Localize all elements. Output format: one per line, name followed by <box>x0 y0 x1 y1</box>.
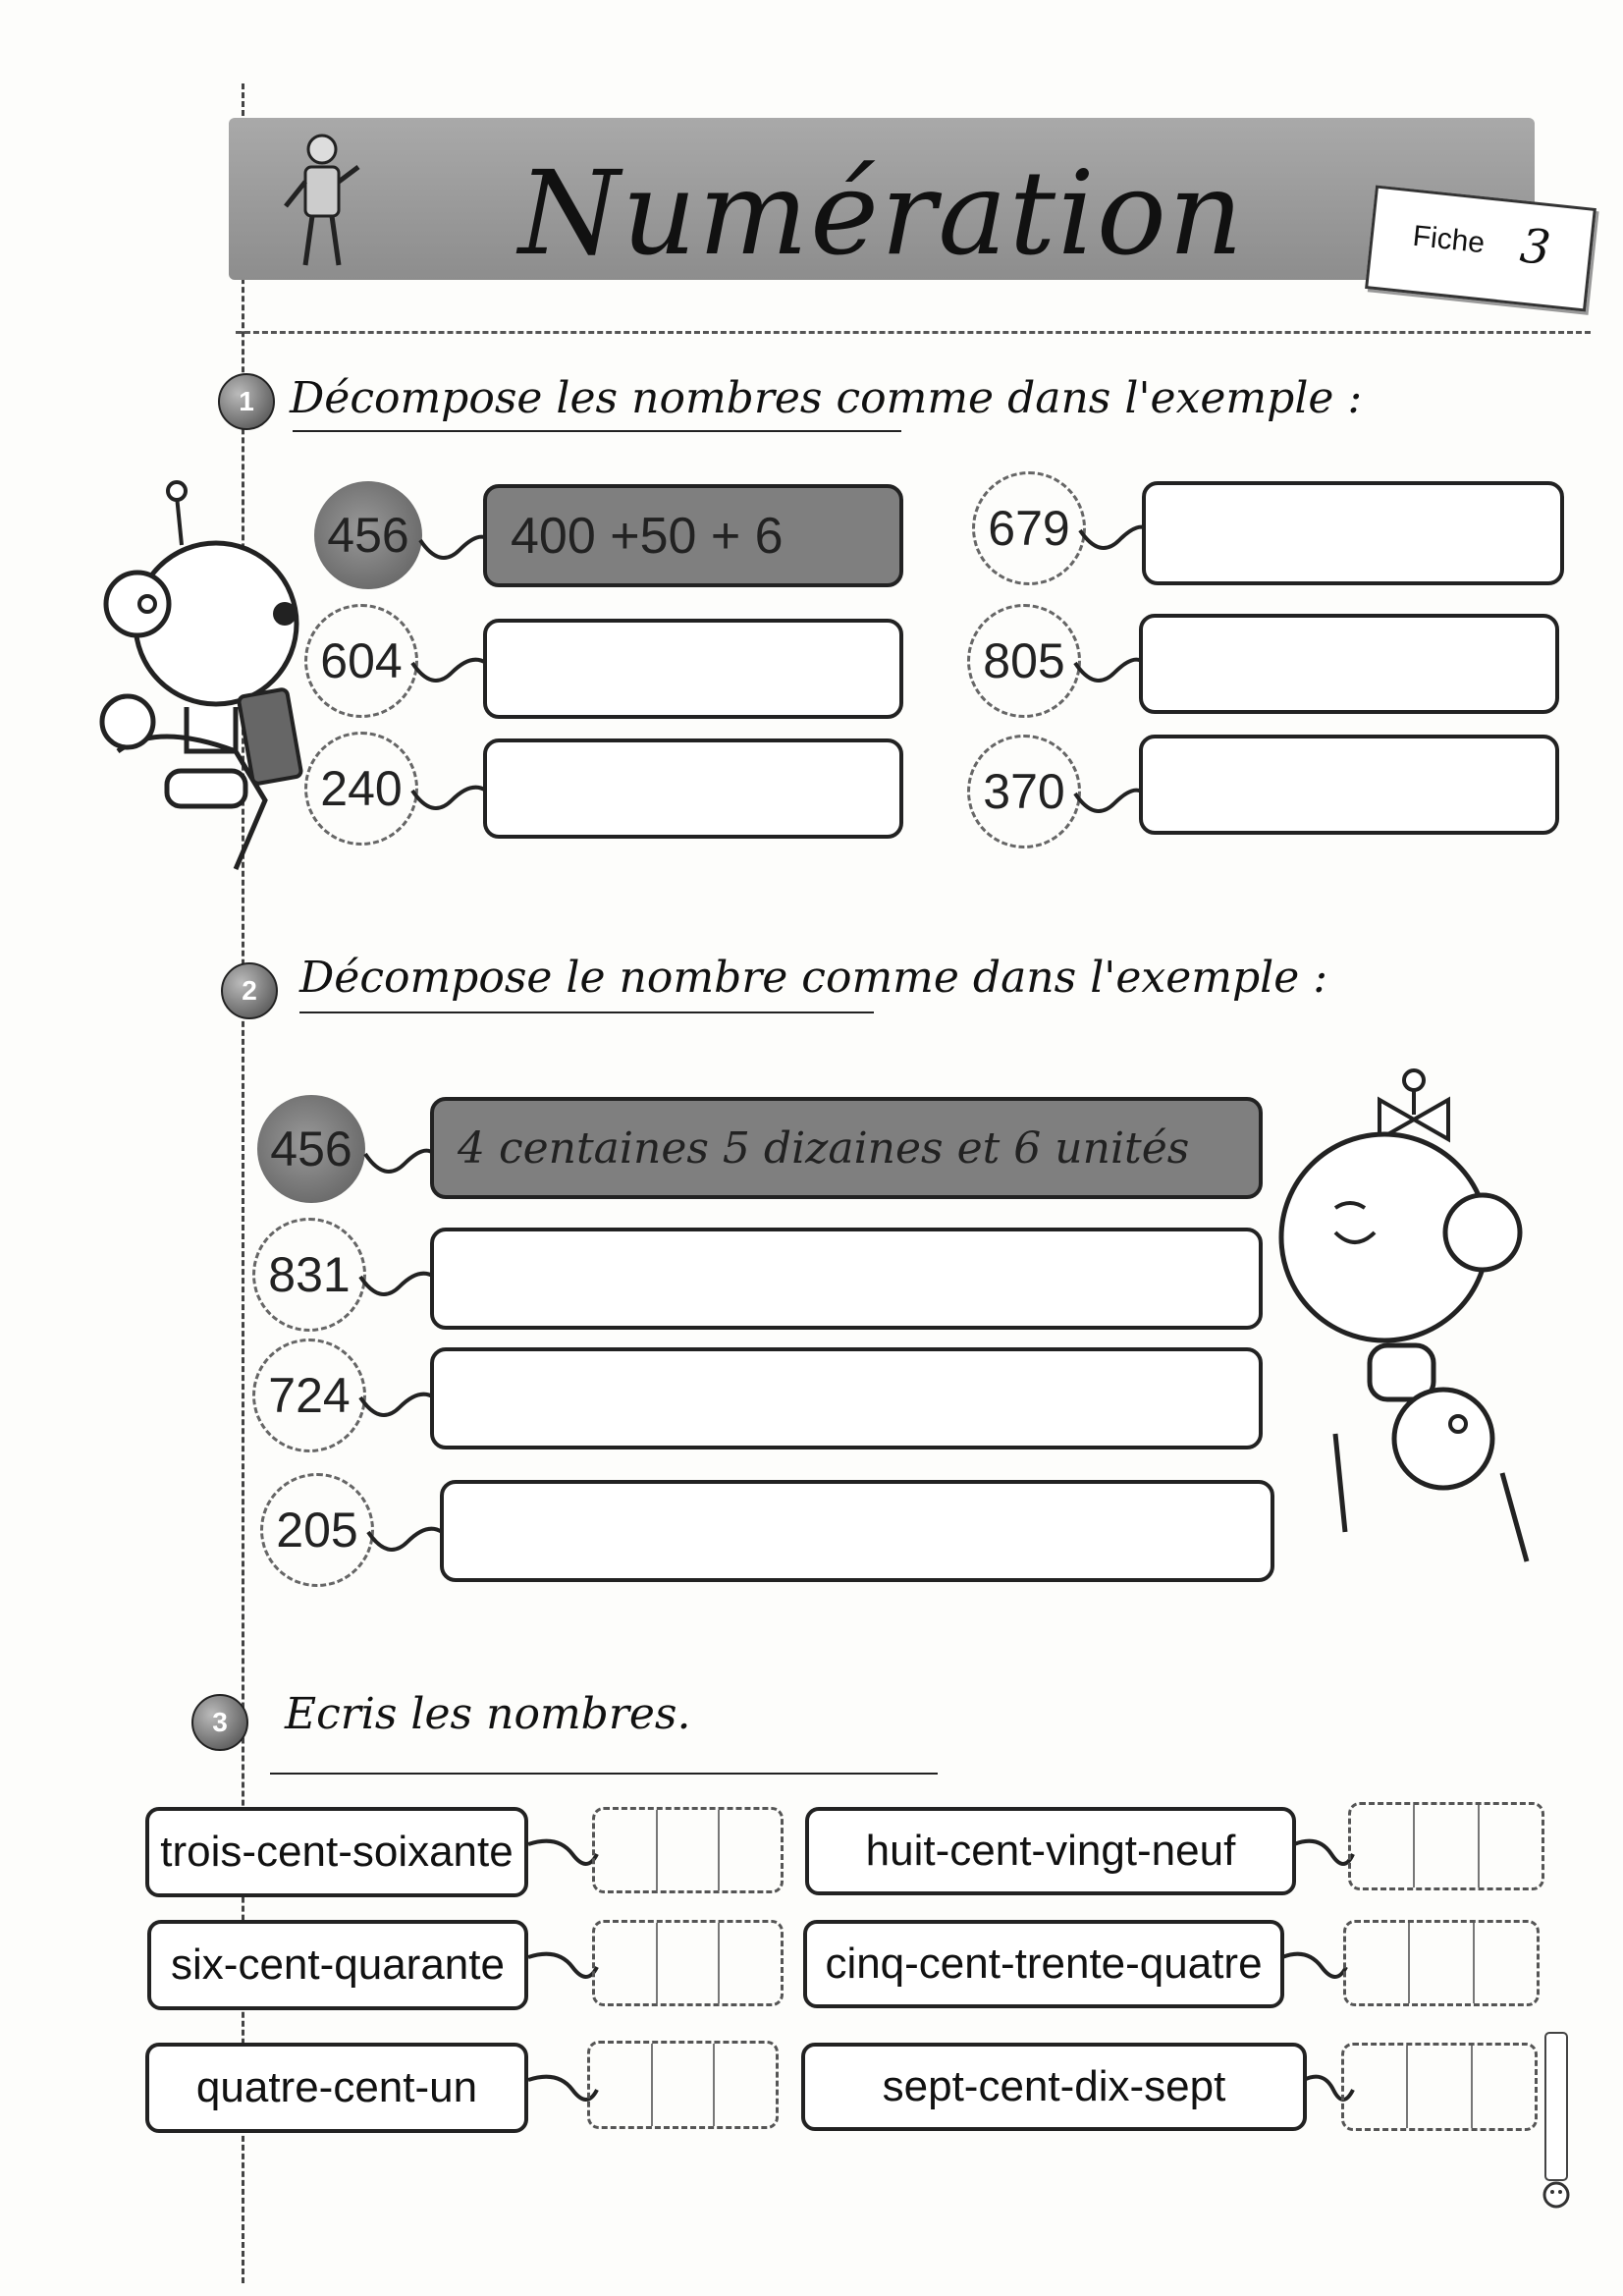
exercise-3-instruction: Ecris les nombres. <box>285 1689 691 1739</box>
connector-line <box>412 633 486 692</box>
exercise-2-instruction: Décompose le nombre comme dans l'exemple : <box>299 953 1328 1003</box>
ex2-number-3: 724 <box>252 1339 366 1452</box>
ex2-answer-2[interactable] <box>430 1228 1263 1330</box>
ex3-answer-grid-5[interactable] <box>1343 1920 1540 2006</box>
publisher-logo-icon <box>1542 2033 1571 2210</box>
robot-mascot-icon <box>268 128 376 275</box>
connector-line <box>1282 1938 1346 1987</box>
connector-line <box>1075 764 1144 823</box>
ex1-number-1: 456 <box>314 481 422 589</box>
robot-boy-illustration-icon <box>98 476 314 889</box>
fiche-tag <box>1365 185 1596 311</box>
ex3-answer-grid-3[interactable] <box>587 2041 779 2129</box>
exercise-2-number: 2 <box>221 962 278 1019</box>
page-title: Numération <box>518 145 1245 281</box>
ex1-number-4: 679 <box>972 471 1086 585</box>
ex3-words-4: huit-cent-vingt-neuf <box>805 1807 1296 1895</box>
ex2-answer-3[interactable] <box>430 1347 1263 1449</box>
ex1-answer-2[interactable] <box>483 619 903 719</box>
ex2-answer-1-text: 4 centaines 5 dizaines et 6 unités <box>458 1122 1190 1174</box>
exercise-3-underline <box>270 1773 938 1775</box>
header-separator <box>236 331 1591 334</box>
exercise-1-instruction: Décompose les nombres comme dans l'exemple : <box>290 373 1363 423</box>
ex1-answer-1-text: 400 +50 + 6 <box>511 507 784 565</box>
ex3-answer-grid-1[interactable] <box>592 1807 784 1893</box>
ex1-number-3: 240 <box>304 732 418 846</box>
connector-line <box>420 511 489 570</box>
ex3-words-6: sept-cent-dix-sept <box>801 2043 1307 2131</box>
ex1-answer-4[interactable] <box>1142 481 1564 585</box>
ex1-answer-3[interactable] <box>483 738 903 839</box>
connector-line <box>365 1124 434 1183</box>
ex2-number-4: 205 <box>260 1473 374 1587</box>
connector-line <box>1075 633 1144 692</box>
ex2-number-2: 831 <box>252 1218 366 1332</box>
ex3-answer-grid-2[interactable] <box>592 1920 784 2006</box>
connector-line <box>528 1938 597 1987</box>
ex3-words-5: cinq-cent-trente-quatre <box>803 1920 1284 2008</box>
fiche-label: Fiche <box>1411 219 1487 260</box>
ex1-answer-6[interactable] <box>1139 735 1559 835</box>
connector-line <box>1294 1825 1353 1874</box>
ex2-answer-4[interactable] <box>440 1480 1274 1582</box>
fiche-number: 3 <box>1517 218 1553 277</box>
exercise-2-underline <box>299 1011 874 1013</box>
ex3-answer-grid-4[interactable] <box>1348 1802 1544 1890</box>
connector-line <box>360 1368 434 1427</box>
exercise-3-number: 3 <box>191 1694 248 1751</box>
ex1-answer-5[interactable] <box>1139 614 1559 714</box>
ex3-words-1: trois-cent-soixante <box>145 1807 528 1897</box>
connector-line <box>528 1825 597 1874</box>
connector-line <box>1080 501 1149 560</box>
ex2-number-1: 456 <box>257 1095 365 1203</box>
title-banner <box>229 118 1535 280</box>
robot-girl-illustration-icon <box>1276 1061 1532 1581</box>
exercise-1-number: 1 <box>218 373 275 430</box>
connector-line <box>360 1247 434 1306</box>
ex3-words-2: six-cent-quarante <box>147 1920 528 2010</box>
ex3-answer-grid-6[interactable] <box>1341 2043 1538 2131</box>
ex2-answer-1 <box>430 1097 1263 1199</box>
ex3-words-3: quatre-cent-un <box>145 2043 528 2133</box>
ex1-number-6: 370 <box>967 735 1081 848</box>
ex1-number-5: 805 <box>967 604 1081 718</box>
ex1-number-2: 604 <box>304 604 418 718</box>
ex1-answer-1 <box>483 484 903 587</box>
connector-line <box>412 761 486 820</box>
connector-line <box>368 1503 442 1561</box>
exercise-1-underline <box>293 430 901 432</box>
